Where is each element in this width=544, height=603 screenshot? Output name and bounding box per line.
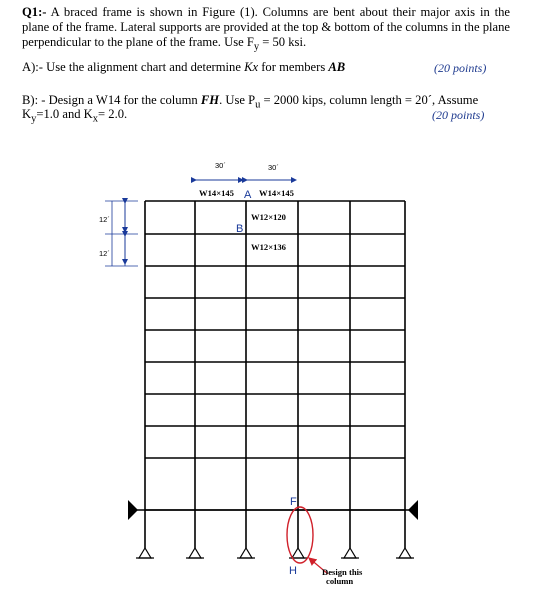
design-column-highlight xyxy=(287,507,313,563)
part-a-kx: Kx xyxy=(244,60,259,74)
pin-support-6 xyxy=(399,548,411,558)
part-b-points: (20 points) xyxy=(432,108,485,122)
part-b-text-3: = 2000 kips, column length = 20´, Assume xyxy=(260,93,479,107)
story-1-label: 12´ xyxy=(99,215,110,224)
pin-support-4 xyxy=(292,548,304,558)
part-a-members: AB xyxy=(328,60,346,74)
part-b-label: B): xyxy=(22,93,39,107)
node-h-label: H xyxy=(289,565,297,577)
part-a-label: A):- xyxy=(22,60,43,74)
column-lower-label: W12×136 xyxy=(251,242,286,252)
question-1-body: A braced frame is shown in Figure (1). Columns are bent about their major axis in the plane of the frame. Lateral supports are provided at the top & bottom of the columns in the plane perpendicular to the plane of the frame. Use F xyxy=(22,5,510,49)
part-b-text-1: - Design a W14 for the column xyxy=(41,93,198,107)
node-a-label: A xyxy=(244,189,252,201)
beam-right-label: W14×145 xyxy=(259,188,294,198)
pin-support-2 xyxy=(189,548,201,558)
fy-value: = 50 ksi. xyxy=(259,34,307,49)
question-1-label: Q1:- xyxy=(22,5,47,19)
callout-line-1: Design this xyxy=(322,567,363,577)
pin-support-1 xyxy=(139,548,151,558)
part-b-line2-end: = 2.0. xyxy=(98,107,128,121)
part-b-column: FH xyxy=(200,93,220,107)
lateral-support-right xyxy=(408,500,418,520)
pin-support-5 xyxy=(344,548,356,558)
frame-grid xyxy=(128,201,418,558)
callout-line-2: column xyxy=(326,576,354,586)
part-b-text-2: . Use P xyxy=(219,93,256,107)
story-2-label: 12´ xyxy=(99,249,110,258)
part-a-text: Use the alignment chart and determine xyxy=(46,60,241,74)
pin-support-3 xyxy=(240,548,252,558)
ky-subscript: y xyxy=(31,113,37,125)
k-symbol: K xyxy=(22,107,32,121)
fy-subscript: y xyxy=(253,41,260,53)
column-upper-label: W12×120 xyxy=(251,212,286,222)
story-dimensions xyxy=(105,201,138,266)
span-1-label: 30´ xyxy=(215,161,226,170)
span-2-label: 30´ xyxy=(268,163,279,172)
node-b-label: B xyxy=(236,223,244,235)
part-a-points: (20 points) xyxy=(434,61,487,75)
pu-subscript: u xyxy=(255,99,261,111)
kx-subscript: x xyxy=(92,113,99,125)
node-f-label: F xyxy=(290,496,297,508)
part-a-for-members: for members xyxy=(261,60,326,74)
beam-left-label: W14×145 xyxy=(199,188,234,198)
lateral-support-left xyxy=(128,500,138,520)
part-b-line2-mid: =1.0 and K xyxy=(36,107,93,121)
